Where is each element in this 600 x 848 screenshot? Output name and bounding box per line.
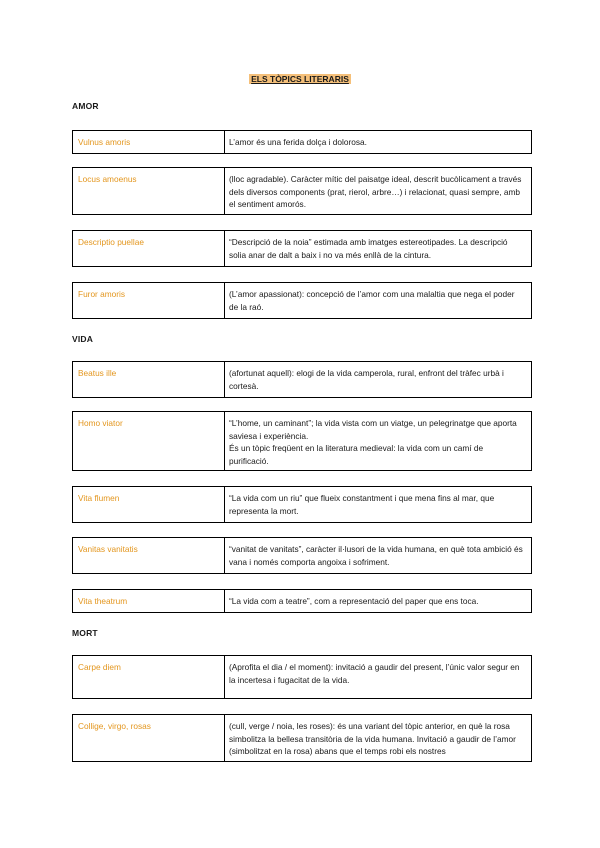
topic-term: Vita flumen — [73, 487, 225, 522]
topic-row-furor-amoris — [72, 282, 532, 319]
topic-row-descriptio-puellae — [72, 230, 532, 267]
topic-row-collige-virgo-rosas — [72, 714, 532, 762]
topic-definition: “La vida com a teatre”, com a representació del paper que ens toca. — [229, 596, 479, 606]
topic-row-locus-amoenus — [72, 167, 532, 215]
topic-definition: L’amor és una ferida dolça i dolorosa. — [229, 137, 367, 147]
topic-row-vanitas-vanitatis — [72, 537, 532, 574]
topic-term: Furor amoris — [73, 283, 225, 318]
topic-definition: (L’amor apassionat): concepció de l’amor com una malaltia que nega el poder de la raó. — [229, 289, 515, 312]
section-heading-mort: MORT — [72, 628, 98, 638]
topic-row-beatus-ille — [72, 361, 532, 398]
topic-definition: (Aprofita el dia / el moment): invitació a gaudir del present, l’únic valor segur en la incertesa i fugacitat de la vida. — [229, 662, 520, 685]
topic-term: Descriptio puellae — [73, 231, 225, 266]
topic-term: Carpe diem — [73, 656, 225, 698]
topic-definition: “Descripció de la noia” estimada amb imatges estereotipades. La descripció solia anar de dalt a baix i no va més enllà de la cintura. — [229, 237, 508, 260]
topic-term: Beatus ille — [73, 362, 225, 397]
topic-definition: (cull, verge / noia, les roses): és una variant del tòpic anterior, en què la rosa simbolitza la bellesa transitòria de la vida humana. Invitació a gaudir de l’amor (simbolitzat en la rosa) abans que el temps robi els nostres — [229, 721, 516, 756]
topic-term: Vita theatrum — [73, 590, 225, 612]
topic-row-carpe-diem — [72, 655, 532, 699]
topic-term: Homo viator — [73, 412, 225, 470]
page-title: ELS TÒPICS LITERARIS — [251, 74, 349, 84]
topic-definition: “La vida com un riu” que flueix constantment i que mena fins al mar, que representa la mort. — [229, 493, 495, 516]
topic-row-homo-viator — [72, 411, 532, 471]
topic-row-vita-theatrum — [72, 589, 532, 613]
topic-term: Locus amoenus — [73, 168, 225, 214]
topic-definition: (afortunat aquell): elogi de la vida camperola, rural, enfront del tràfec urbà i cortesà. — [229, 368, 504, 391]
topic-term: Vulnus amoris — [73, 131, 225, 153]
topic-definition: (lloc agradable). Caràcter mític del paisatge ideal, descrit bucòlicament a través dels diversos components (prat, rierol, arbre…) i relacionat, quasi sempre, amb el sentiment amorós. — [229, 174, 522, 209]
topic-term: Vanitas vanitatis — [73, 538, 225, 573]
topic-row-vita-flumen — [72, 486, 532, 523]
topic-definition: “vanitat de vanitats”, caràcter il·lusori de la vida humana, en què tota ambició és vana i només comporta angoixa i sofriment. — [229, 544, 523, 567]
topic-definition: “L’home, un caminant”; la vida vista com un viatge, un pelegrinatge que aporta saviesa i experiència. És un tòpic freqüent en la literatura medieval: la vida com un camí de purificació. — [229, 418, 517, 466]
topic-row-vulnus-amoris — [72, 130, 532, 154]
topic-term: Collige, virgo, rosas — [73, 715, 225, 761]
section-heading-amor: AMOR — [72, 101, 99, 111]
section-heading-vida: VIDA — [72, 334, 94, 344]
